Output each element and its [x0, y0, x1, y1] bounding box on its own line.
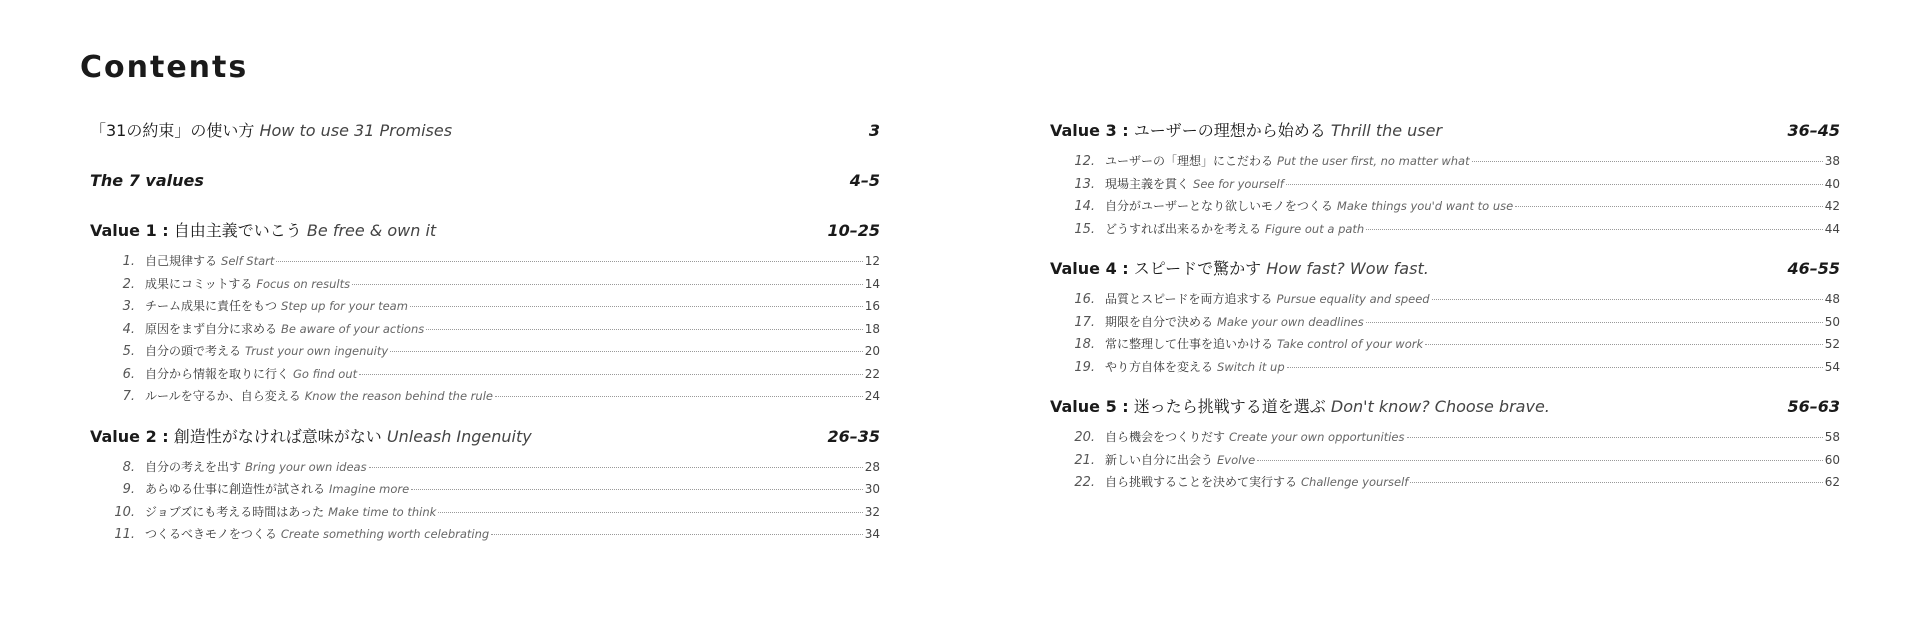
dot-leader	[1286, 184, 1823, 185]
item-number: 2.	[122, 276, 135, 292]
item-number: 5.	[122, 344, 135, 359]
toc-item[interactable]	[90, 295, 880, 318]
item-page: 18	[864, 321, 880, 336]
dot-leader	[1432, 299, 1823, 300]
intro-en: How to use 31 Promises	[259, 121, 453, 140]
item-en: Figure out a path	[1265, 221, 1365, 236]
section-pages: 56–63	[1787, 397, 1840, 416]
section-jp: 迷ったら挑戦する道を選ぶ	[1133, 397, 1326, 416]
item-jp: ルールを守るか、自ら変える	[145, 389, 301, 403]
item-list	[90, 250, 880, 408]
item-page: 16	[864, 299, 880, 313]
item-page: 22	[864, 366, 880, 381]
item-en: Focus on results	[256, 276, 351, 291]
toc-intro-entry[interactable]	[90, 116, 880, 146]
toc-item[interactable]	[1050, 333, 1840, 356]
section-jp: 自由主義でいこう	[173, 221, 302, 240]
item-list	[1050, 426, 1840, 494]
toc-item[interactable]	[90, 250, 880, 273]
section-label: Value 1 :	[90, 221, 169, 240]
dot-leader	[352, 284, 863, 285]
item-jp: 自ら機会をつくりだす	[1105, 430, 1226, 444]
toc-section	[1050, 116, 1840, 240]
dot-leader	[1472, 161, 1823, 162]
item-en: Make time to think	[328, 504, 437, 519]
item-list	[1050, 150, 1840, 240]
item-number: 6.	[122, 366, 135, 382]
section-title	[90, 216, 436, 246]
item-list	[1050, 288, 1840, 378]
item-page: 40	[1824, 176, 1840, 191]
dot-leader	[410, 306, 863, 307]
toc-section	[1050, 254, 1840, 378]
section-label: Value 2 :	[90, 426, 169, 446]
item-en: Go find out	[293, 366, 358, 381]
item-jp: 成果にコミットする	[145, 276, 253, 291]
section-heading[interactable]	[1050, 254, 1840, 284]
toc-item[interactable]	[90, 478, 880, 501]
toc-left-column	[90, 116, 880, 560]
section-pages: 26–35	[827, 426, 880, 446]
section-en: Don't know? Choose brave.	[1330, 397, 1550, 416]
toc-values-entry[interactable]	[90, 166, 880, 196]
section-en: Thrill the user	[1330, 121, 1443, 140]
item-page: 48	[1824, 292, 1840, 306]
item-page: 30	[864, 482, 880, 496]
item-number: 12.	[1074, 154, 1095, 169]
section-title	[90, 422, 532, 452]
item-number: 15.	[1074, 221, 1095, 237]
dot-leader	[276, 261, 862, 262]
item-en: Create something worth celebrating	[280, 527, 490, 541]
item-number: 18.	[1074, 337, 1095, 352]
item-number: 14.	[1074, 199, 1095, 214]
section-title	[1050, 254, 1429, 284]
toc-item[interactable]	[1050, 195, 1840, 218]
section-heading[interactable]	[1050, 392, 1840, 422]
item-jp: あらゆる仕事に創造性が試される	[145, 482, 326, 496]
item-en: Challenge yourself	[1301, 475, 1409, 489]
item-number: 7.	[122, 389, 135, 404]
toc-item[interactable]	[90, 523, 880, 546]
item-jp: 自分がユーザーとなり欲しいモノをつくる	[1105, 199, 1333, 213]
section-jp: ユーザーの理想から始める	[1133, 121, 1326, 140]
item-number: 11.	[114, 527, 135, 542]
dot-leader	[1287, 367, 1823, 368]
item-number: 21.	[1074, 452, 1095, 468]
toc-item[interactable]	[90, 501, 880, 524]
toc-item[interactable]	[90, 456, 880, 479]
item-jp: 自己規律する	[145, 254, 218, 268]
item-jp: 自ら挑戦することを決めて実行する	[1105, 475, 1298, 489]
item-page: 42	[1824, 199, 1840, 213]
toc-item[interactable]	[90, 363, 880, 386]
toc-item[interactable]	[90, 273, 880, 296]
dot-leader	[1407, 437, 1823, 438]
dot-leader	[1425, 344, 1823, 345]
item-jp: どうすれば出来るかを考える	[1105, 221, 1262, 236]
item-number: 3.	[122, 299, 135, 314]
dot-leader	[491, 534, 863, 535]
item-number: 13.	[1074, 176, 1095, 192]
item-number: 19.	[1074, 359, 1095, 375]
section-jp: スピードで驚かす	[1133, 259, 1262, 278]
toc-item[interactable]	[90, 385, 880, 408]
toc-item[interactable]	[1050, 356, 1840, 379]
section-heading[interactable]	[90, 422, 880, 452]
toc-item[interactable]	[1050, 426, 1840, 449]
intro-pages: 3	[868, 121, 880, 140]
item-page: 20	[864, 344, 880, 358]
item-page: 58	[1824, 430, 1840, 444]
dot-leader	[1410, 482, 1822, 483]
dot-leader	[495, 396, 863, 397]
item-number: 8.	[122, 459, 135, 475]
item-jp: 品質とスピードを両方追求する	[1105, 292, 1273, 306]
item-en: Create your own opportunities	[1229, 430, 1405, 444]
section-title	[1050, 116, 1442, 146]
item-jp: 期限を自分で決める	[1105, 314, 1214, 329]
item-page: 60	[1824, 452, 1840, 467]
left-sections	[90, 216, 880, 546]
item-en: Step up for your team	[281, 299, 408, 313]
page-title: Contents	[80, 50, 249, 85]
item-page: 34	[864, 527, 880, 541]
item-page: 50	[1824, 314, 1840, 329]
item-jp: 自分の考えを出す	[145, 459, 242, 474]
dot-leader	[438, 512, 862, 513]
section-jp: 創造性がなければ意味がない	[173, 426, 382, 446]
toc-item[interactable]	[1050, 218, 1840, 241]
dot-leader	[411, 489, 863, 490]
item-en: Imagine more	[329, 482, 410, 496]
section-pages: 36–45	[1787, 121, 1840, 140]
item-jp: やり方自体を変える	[1105, 359, 1214, 374]
section-title	[1050, 392, 1550, 422]
toc-item[interactable]	[1050, 471, 1840, 494]
item-jp: 常に整理して仕事を追いかける	[1105, 337, 1274, 351]
toc-section	[90, 422, 880, 546]
item-jp: ジョブズにも考える時間はあった	[145, 504, 325, 519]
item-page: 28	[864, 459, 880, 474]
right-sections	[1050, 116, 1840, 494]
dot-leader	[1366, 229, 1823, 230]
item-en: Be aware of your actions	[281, 321, 425, 336]
section-en: How fast? Wow fast.	[1266, 259, 1429, 278]
toc-item[interactable]	[1050, 311, 1840, 334]
item-number: 4.	[122, 321, 135, 337]
item-en: Bring your own ideas	[245, 459, 367, 474]
item-jp: 自分から情報を取りに行く	[145, 366, 290, 381]
intro-jp: 「31の約束」の使い方	[90, 121, 255, 140]
item-en: Put the user first, no matter what	[1277, 154, 1470, 168]
dot-leader	[1515, 206, 1823, 207]
section-label: Value 5 :	[1050, 397, 1129, 416]
item-page: 32	[864, 504, 880, 519]
section-heading[interactable]	[90, 216, 880, 246]
item-jp: 原因をまず自分に求める	[145, 321, 278, 336]
item-en: Evolve	[1217, 452, 1256, 467]
section-label: Value 4 :	[1050, 259, 1129, 278]
item-en: Trust your own ingenuity	[245, 344, 389, 358]
item-jp: ユーザーの「理想」にこだわる	[1105, 154, 1274, 168]
item-en: Take control of your work	[1277, 337, 1424, 351]
item-en: Make your own deadlines	[1217, 314, 1364, 329]
item-number: 9.	[122, 482, 135, 497]
item-en: Self Start	[221, 254, 275, 268]
item-number: 17.	[1074, 314, 1095, 330]
item-page: 54	[1824, 359, 1840, 374]
item-page: 24	[864, 389, 880, 403]
section-heading[interactable]	[1050, 116, 1840, 146]
item-page: 38	[1824, 154, 1840, 168]
item-jp: 自分の頭で考える	[145, 344, 242, 358]
item-page: 62	[1824, 475, 1840, 489]
item-page: 52	[1824, 337, 1840, 351]
dot-leader	[1366, 322, 1823, 323]
item-number: 10.	[114, 504, 135, 520]
item-page: 44	[1824, 221, 1840, 236]
item-en: See for yourself	[1193, 176, 1284, 191]
toc-right-column	[1050, 116, 1840, 508]
item-en: Pursue equality and speed	[1276, 292, 1430, 306]
section-pages: 46–55	[1787, 259, 1840, 278]
item-jp: 新しい自分に出会う	[1105, 452, 1214, 467]
item-en: Make things you'd want to use	[1336, 199, 1514, 213]
toc-item[interactable]	[1050, 173, 1840, 196]
intro-title	[90, 116, 452, 146]
item-number: 1.	[122, 254, 135, 269]
item-en: Know the reason behind the rule	[304, 389, 493, 403]
dot-leader	[390, 351, 863, 352]
toc-section	[90, 216, 880, 408]
section-label: Value 3 :	[1050, 121, 1129, 140]
values-pages: 4–5	[849, 171, 880, 190]
item-page: 12	[864, 254, 880, 268]
item-number: 20.	[1074, 430, 1095, 445]
item-number: 16.	[1074, 292, 1095, 307]
item-page: 14	[864, 276, 880, 291]
dot-leader	[426, 329, 862, 330]
item-list	[90, 456, 880, 546]
item-number: 22.	[1074, 475, 1095, 490]
section-pages: 10–25	[827, 221, 880, 240]
item-jp: チーム成果に責任をもつ	[145, 299, 278, 313]
toc-item[interactable]	[1050, 288, 1840, 311]
toc-section	[1050, 392, 1840, 494]
item-en: Switch it up	[1217, 359, 1285, 374]
values-label: The 7 values	[90, 171, 204, 190]
dot-leader	[1257, 460, 1823, 461]
toc-item[interactable]	[1050, 449, 1840, 472]
section-en: Be free & own it	[306, 221, 437, 240]
dot-leader	[359, 374, 863, 375]
toc-item[interactable]	[90, 340, 880, 363]
toc-item[interactable]	[1050, 150, 1840, 173]
item-jp: つくるべきモノをつくる	[145, 527, 277, 541]
section-en: Unleash Ingenuity	[386, 426, 532, 446]
dot-leader	[369, 467, 863, 468]
toc-item[interactable]	[90, 318, 880, 341]
item-jp: 現場主義を貫く	[1105, 176, 1190, 191]
